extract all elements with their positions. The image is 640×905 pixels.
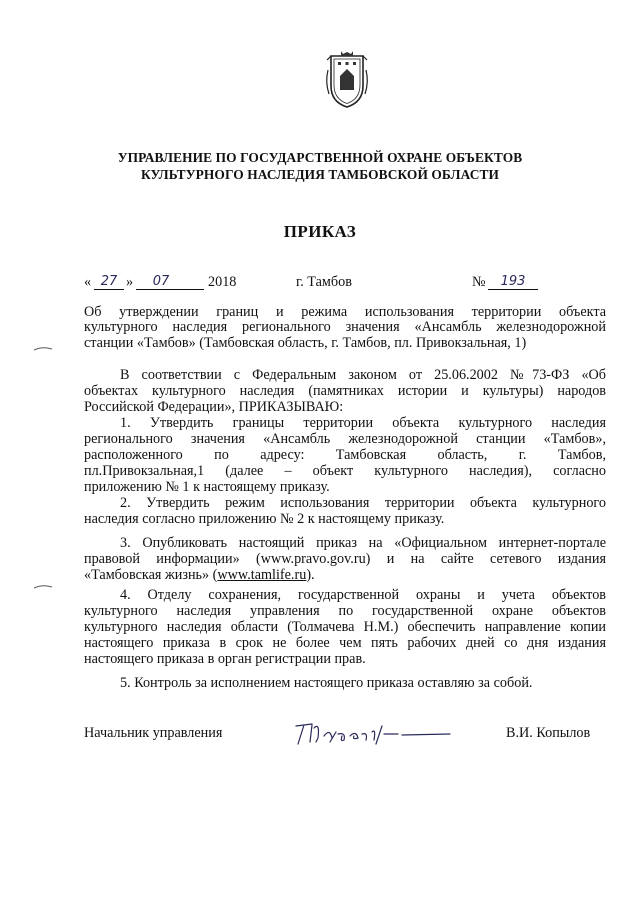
- margin-mark: [34, 584, 52, 590]
- date-year: 2018: [208, 274, 237, 290]
- clause-2-line: 2. Утвердить режим использования территории объекта культурного: [120, 495, 606, 511]
- clause-3-text: «Тамбовская жизнь» (: [84, 567, 218, 583]
- clause-1-line: пл.Привокзальная,1 (далее – объект культурного наследия), согласно: [84, 463, 606, 479]
- date-quote-open: «: [84, 274, 92, 290]
- clause-4-line: культурного наследия управления по государственной охране объектов: [84, 603, 606, 619]
- clause-3-line: правовой информации» (www.pravo.gov.ru) и на сайте сетевого издания: [84, 551, 606, 567]
- signatory-name: В.И. Копылов: [506, 725, 591, 741]
- clause-3-line: 3. Опубликовать настоящий приказ на «Официальном интернет-портале: [120, 535, 606, 551]
- clause-1-line: регионального значения «Ансамбль железнодорожной станции «Тамбов»,: [84, 431, 606, 447]
- city: г. Тамбов: [296, 274, 352, 290]
- clause-1-line: 1. Утвердить границы территории объекта культурного наследия: [120, 415, 606, 431]
- date-quote-close: »: [126, 274, 134, 290]
- body-line: Российской Федерации», ПРИКАЗЫВАЮ:: [84, 399, 344, 415]
- clause-1-line: расположенного по адресу: Тамбовская область, г. Тамбов,: [84, 447, 606, 463]
- handwritten-signature: [290, 718, 460, 748]
- date-month: 07: [136, 274, 186, 290]
- order-meta-row: [84, 274, 606, 292]
- body-line: В соответствии с Федеральным законом от 25.06.2002 №73-ФЗ «Об: [120, 367, 606, 383]
- clause-3-line: [84, 568, 606, 584]
- subject-line-1: Об утверждении границ и режима использования территории объекта: [84, 304, 606, 320]
- clause-5-line: 5. Контроль за исполнением настоящего приказа оставляю за собой.: [120, 675, 533, 691]
- signatory-position: Начальник управления: [84, 725, 223, 741]
- subject-line-2: культурного наследия регионального значения «Ансамбль железнодорожной: [84, 319, 606, 335]
- number-sign: №: [472, 274, 486, 290]
- date-day: 27: [94, 274, 124, 290]
- document-title: ПРИКАЗ: [283, 222, 357, 241]
- clause-4-line: настоящего приказа в орган регистрации прав.: [84, 651, 366, 667]
- body-line: объектах культурного наследия (памятниках истории и культуры) народов: [84, 383, 606, 399]
- subject-line-3: станции «Тамбов» (Тамбовская область, г. Тамбов, пл. Привокзальная, 1): [84, 335, 527, 351]
- clause-4-line: культурного наследия области (Толмачева Н.М.) обеспечить направление копии: [84, 619, 606, 635]
- order-number: 193: [488, 274, 538, 290]
- clause-2-line: наследия согласно приложению № 2 к настоящему приказу.: [84, 511, 445, 527]
- date-underline-gap: [186, 274, 204, 290]
- clause-4-line: 4. Отделу сохранения, государственной охраны и учета объектов: [120, 587, 606, 603]
- coat-of-arms-emblem: [323, 50, 371, 110]
- org-name-line-2: КУЛЬТУРНОГО НАСЛЕДИЯ ТАМБОВСКОЙ ОБЛАСТИ: [140, 167, 500, 182]
- org-name-line-1: УПРАВЛЕНИЕ ПО ГОСУДАРСТВЕННОЙ ОХРАНЕ ОБЪЕКТОВ: [117, 150, 523, 165]
- clause-1-line: приложению № 1 к настоящему приказу.: [84, 479, 330, 495]
- clause-4-line: настоящего приказа в срок не более чем пять рабочих дней со дня издания: [84, 635, 606, 651]
- tamlife-link[interactable]: www.tamlife.ru: [217, 567, 307, 583]
- margin-mark: [34, 346, 52, 352]
- clause-3-end: ).: [306, 567, 315, 583]
